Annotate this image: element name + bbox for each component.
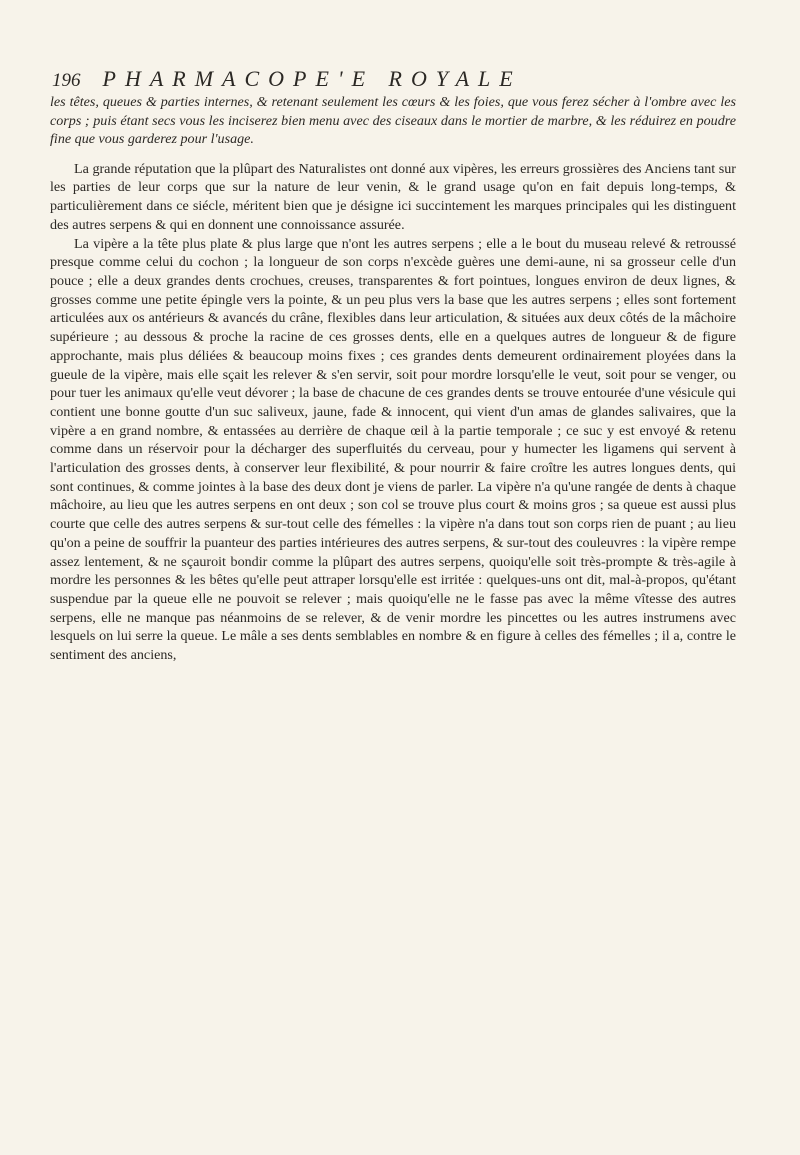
page-header (52, 66, 700, 92)
running-head: PHARMACOPE'E ROYALE (102, 66, 522, 91)
body-text (50, 93, 736, 665)
page-number: 196 (52, 70, 81, 91)
recipe-continuation: les têtes, queues & parties internes, & retenant seulement les cœurs & les foies, que vous ferez sécher à l'ombre avec les corps ; puis étant secs vous les inciserez bien menu avec des ciseaux dans le mortier de marbre, & les réduirez en poudre fine que vous garderez pour l'usage. (50, 94, 736, 148)
paragraph-reputation: La grande réputation que la plûpart des Naturalistes ont donné aux vipères, les erreurs grossières des Anciens tant sur les parties de leur corps que sur la nature de leur venin, & le grand usage qu'on en fait depuis long-temps, & particulièrement dans ce siécle, méritent bien que je désigne ici succintement les marques principales qui les distinguent des autres serpens & qui en donnent une connoissance assurée. (50, 160, 736, 233)
paragraph-anatomy: La vipère a la tête plus plate & plus large que n'ont les autres serpens ; elle a le bout du museau relevé & retroussé presque comme celui du cochon ; la longueur de son corps n'excède guères une demi-aune, ni sa grosseur celle d'un pouce ; elle a deux grandes dents crochues, creuses, transparentes & fort pointues, longues environ de deux lignes, & grosses comme une petite épingle vers la pointe, & un peu plus vers la base que les autres serpens ; elles sont fortement articulées aux os antérieurs & avancés du crâne, flexibles dans leur articulation, & situées aux deux côtés de la mâchoire supérieure ; au dessous & proche la racine de ces grosses dents, elle en a quelques autres de longueur & de figure approchante, mais plus déliées & beaucoup moins fixes ; ces grandes dents demeurent ordinairement ployées dans la gueule de la vipère, mais elle sçait les relever & s'en servir, soit pour mordre lorsqu'elle le veut, soit pour se venger, ou pour tuer les animaux qu'elle veut dévorer ; la base de chacune de ces grandes dents se trouve entourée d'une vésicule qui contient une bonne goutte d'un suc saliveux, jaune, fade & innocent, qui vient d'un amas de glandes salivaires, que la vipère a en grand nombre, & entassées au derrière de chaque œil à la partie temporale ; ce suc y est envoyé & retenu comme dans un réservoir pour la décharger des superfluités du cerveau, pour y humecter les ligamens qui servent à l'articulation des grosses dents, à conserver leur flexibilité, & pour nourrir & faire croître les autres longues dents, qui sont continues, & comme jointes à la base des deux dont je viens de parler. La vipère n'a qu'une rangée de dents à chaque mâchoire, au lieu que les autres serpens en ont deux ; son col se trouve plus court & moins gros ; sa queue est aussi plus courte que celle des autres serpens & sur-tout celle des fémelles : la vipère n'a dans tout son corps rien de puant ; au lieu qu'on a peine de souffrir la puanteur des parties intérieures des autres serpens, & sur-tout des couleuvres : la vipère rempe assez lentement, & ne sçauroit bondir comme la plûpart des autres serpens, quoiqu'elle soit très-prompte & très-agile à mordre les personnes & les bêtes qu'elle peut attraper lorsqu'elle est irritée : quelques-uns ont dit, mal-à-propos, qu'étant suspendue par la queue elle ne pouvoit se relever ; mais quoiqu'elle ne le fasse pas avec la même vîtesse des autres serpens, elle ne manque pas néanmoins de se relever, & de venir mordre les pincettes ou les autres instrumens avec lesquels on lui serre la queue. Le mâle a ses dents semblables en nombre & en figure à celles des fémelles ; il a, contre le sentiment des anciens, (50, 235, 736, 664)
